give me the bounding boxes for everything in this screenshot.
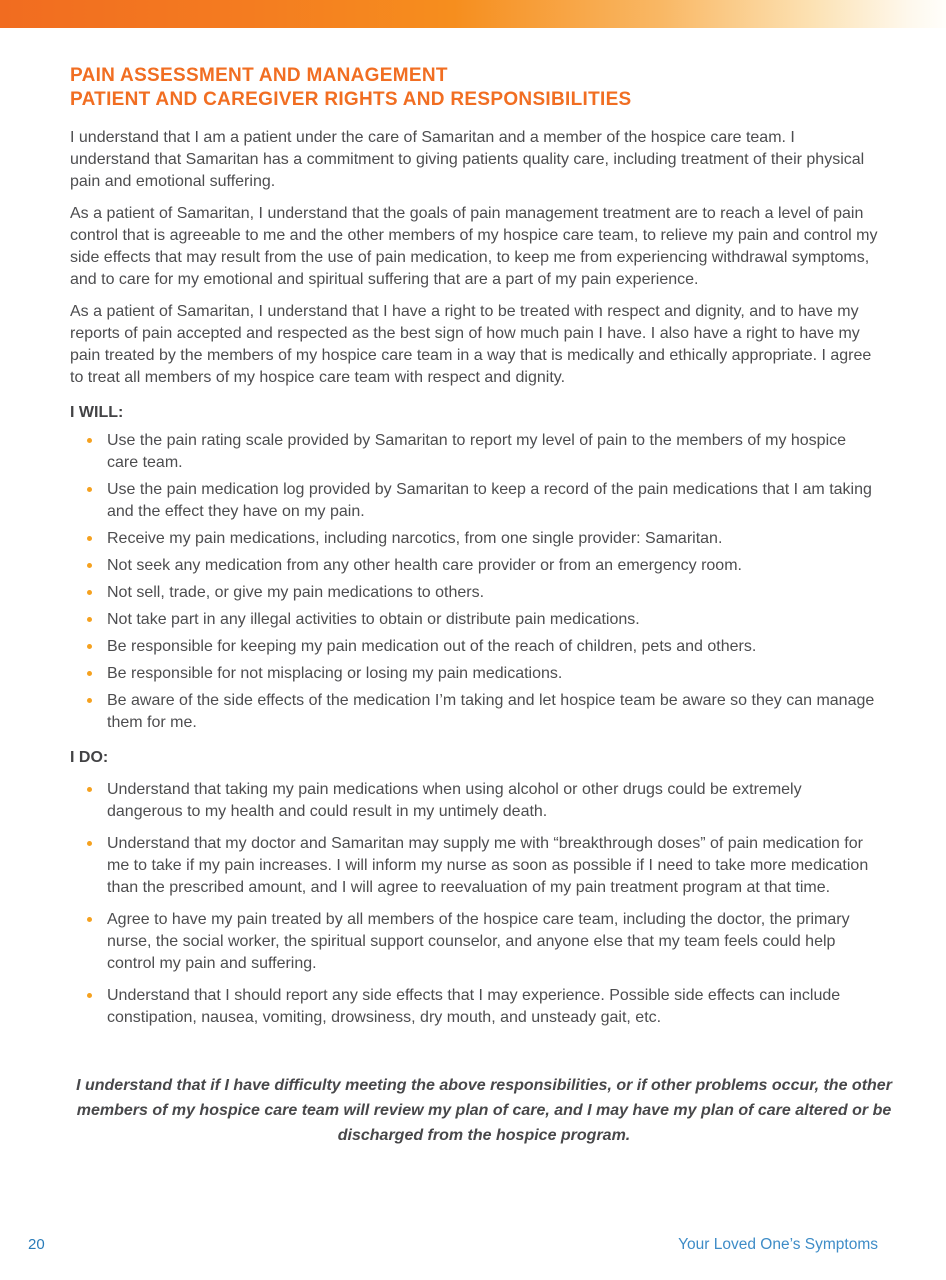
i-do-list [70,779,878,1029]
page-title-line-1: PAIN ASSESSMENT AND MANAGEMENT [70,65,448,86]
bullet-icon [87,671,92,676]
page-number: 20 [28,1236,45,1253]
list-item-text: Be responsible for keeping my pain medication out of the reach of children, pets and others. [107,638,757,655]
list-item [70,528,878,550]
bullet-icon [87,487,92,492]
bullet-icon [87,438,92,443]
intro-paragraph-2: As a patient of Samaritan, I understand that the goals of pain management treatment are to reach a level of pain control that is agreeable to me and the other members of my hospice care team, to relieve my pain and control my side effects that may result from the use of pain medication, to keep me from experiencing withdrawal symptoms, and to care for my emotional and spiritual suffering that are a part of my pain experience. [70,205,878,288]
list-item-text: Be aware of the side effects of the medication I’m taking and let hospice team be aware so they can manage them for me. [107,692,875,731]
list-item [70,690,878,734]
bullet-icon [87,698,92,703]
list-item [70,479,878,523]
list-item [70,555,878,577]
page-title [70,64,878,112]
bullet-icon [87,563,92,568]
bullet-icon [87,536,92,541]
list-item-text: Understand that my doctor and Samaritan may supply me with “breakthrough doses” of pain medication for me to take if my pain increases. I will inform my nurse as soon as possible if I need to take more medication than the prescribed amount, and I will agree to reevaluation of my pain treatment program at that time. [107,835,869,896]
list-item [70,663,878,685]
bullet-icon [87,787,92,792]
page-title-line-2: PATIENT AND CAREGIVER RIGHTS AND RESPONSIBILITIES [70,89,632,110]
bullet-icon [87,590,92,595]
page-footer [0,1236,946,1254]
list-item [70,636,878,658]
bullet-icon [87,917,92,922]
i-will-list [70,430,878,734]
bullet-icon [87,617,92,622]
list-item-text: Receive my pain medications, including narcotics, from one single provider: Samaritan. [107,530,723,547]
list-item-text: Understand that taking my pain medications when using alcohol or other drugs could be extremely dangerous to my health and could result in my untimely death. [107,781,802,820]
list-item [70,985,878,1029]
intro-paragraph-3: As a patient of Samaritan, I understand that I have a right to be treated with respect and dignity, and to have my reports of pain accepted and respected as the best sign of how much pain I have. I also have a right to have my pain treated by the members of my hospice care team in a way that is medically and ethically appropriate. I agree to treat all members of my hospice care team with respect and dignity. [70,303,872,386]
bullet-icon [87,644,92,649]
list-item-text: Not take part in any illegal activities to obtain or distribute pain medications. [107,611,640,628]
list-item [70,779,878,823]
list-item [70,833,878,899]
footer-section-title: Your Loved One’s Symptoms [678,1236,878,1253]
list-item-text: Use the pain rating scale provided by Samaritan to report my level of pain to the members of my hospice care team. [107,432,847,471]
list-item [70,430,878,474]
bullet-icon [87,993,92,998]
list-item-text: Agree to have my pain treated by all members of the hospice care team, including the doctor, the primary nurse, the social worker, the spiritual support counselor, and anyone else that my team feels could help control my pain and suffering. [107,911,850,972]
list-item-text: Use the pain medication log provided by Samaritan to keep a record of the pain medications that I am taking and the effect they have on my pain. [107,481,872,520]
list-item-text: Be responsible for not misplacing or losing my pain medications. [107,665,563,682]
i-will-heading: I WILL: [70,404,124,421]
bullet-icon [87,841,92,846]
header-gradient-bar [0,0,946,28]
list-item [70,582,878,604]
intro-paragraph-1: I understand that I am a patient under the care of Samaritan and a member of the hospice care team. I understand that Samaritan has a commitment to giving patients quality care, including treatment of their physical pain and emotional suffering. [70,129,865,190]
list-item-text: Not seek any medication from any other health care provider or from an emergency room. [107,557,742,574]
list-item-text: Not sell, trade, or give my pain medications to others. [107,584,485,601]
list-item [70,609,878,631]
list-item [70,909,878,975]
i-do-heading: I DO: [70,749,109,766]
closing-statement: I understand that if I have difficulty meeting the above responsibilities, or if other problems occur, the other members of my hospice care team will review my plan of care, and I may have my plan of care altered or be discharged from the hospice program. [76,1077,892,1144]
list-item-text: Understand that I should report any side effects that I may experience. Possible side effects can include constipation, nausea, vomiting, drowsiness, dry mouth, and unsteady gait, etc. [107,987,841,1026]
page-content [0,64,946,1148]
